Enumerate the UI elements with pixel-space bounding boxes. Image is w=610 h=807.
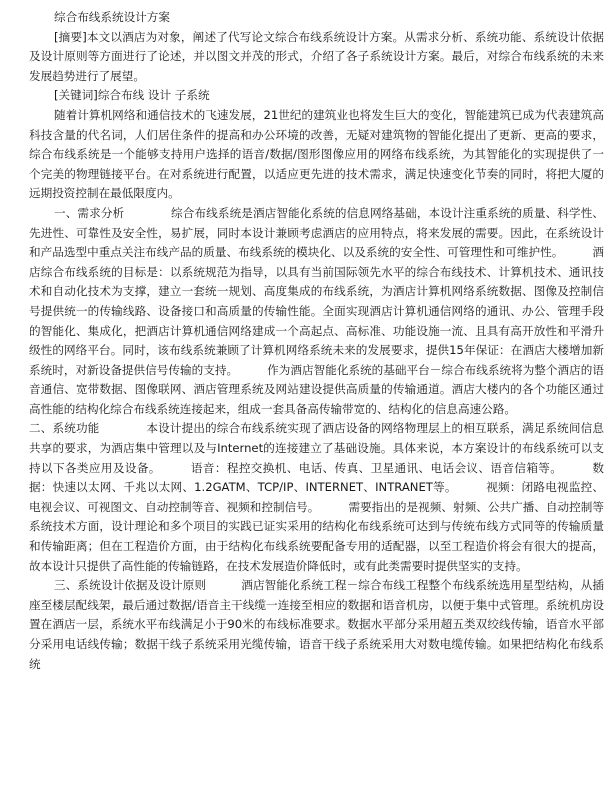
intro-paragraph: 随着计算机网络和通信技术的飞速发展，21世纪的建筑业也将发生巨大的变化，智能建筑已成为代表建筑高科技含量的代名词，人们居住条件的提高和办公环境的改善，无疑对建筑物的智能化提出了更新、更高的要求，综合布线系统是一个能够支持用户选择的语音/数据/图形图像应用的网络布线系统，为其智能化的实现提供了一个完美的物理链接平台。在对系统进行配置，以适应更先进的技术需求，满足快速变化节奏的同时，将把大厦的远期投资控制在最低限度内。: [29, 107, 604, 201]
document-title: 综合布线系统设计方案: [54, 10, 170, 24]
section-design-basis: 三、系统设计依据及设计原则 酒店智能化系统工程－综合布线工程整个布线系统选用星型结构，从插座至楼层配线架，最后通过数据/语音主干线缆一连接至相应的数据和语音机房，以便于集中式管理。系统机房设置在酒店一层，系统水平布线满足小于90米的布线标准要求。数据水平部分采用超五类双绞线传输，语音水平部分采用电话线传输；数据干线子系统采用光缆传输，语音干线子系统采用大对数电缆传输。如果把结构化布线系统: [29, 578, 604, 671]
keywords-line: [关键词]综合布线 设计 子系统: [54, 88, 210, 103]
abstract-paragraph: [摘要]本文以酒店为对象，阐述了代写论文综合布线系统设计方案。从需求分析、系统功能、系统设计依据及设计原则等方面进行了论述，并以图文并茂的形式，介绍了各子系统设计方案。最后，对综合布线系统的未来发展趋势进行了展望。: [29, 29, 604, 83]
section-requirements-analysis: 一、需求分析 综合布线系统是酒店智能化系统的信息网络基础，本设计注重系统的质量、科学性、先进性、可靠性及安全性，易扩展，同时本设计兼顾考虑酒店的应用特点，将来发展的需要。因此，在系统设计和产品选型中重点关注布线产品的质量、布线系统的模块化、以及系统的安全性、可管理性和可维护性。 酒店综合布线系统的目标是：以系统规范为指导，以具有当前国际领先水平的综合布线技术、计算机技术、通讯技术和自动化技术为支撑，建立一套统一规划、高度集成的布线系统，为酒店计算机网络系统数据、图像及控制信号提供统一的传输线路、设备接口和高质量的传输性能。全面实现酒店计算机通信网络的通讯、办公、管理手段的智能化、集成化，把酒店计算机通信网络建成一个高起点、高标准、功能设施一流、且具有高开放性和平滑升级性的网络平台。同时，该布线系统兼顾了计算机网络系统未来的发展要求，提供15年保证：在酒店大楼增加新系统时，对新设备提供信号传输的支持。 作为酒店智能化系统的基础平台－综合布线系统将为整个酒店的语音通信、宽带数据、图像联网、酒店管理系统及网站建设提供高质量的传输通道。酒店大楼内的各个功能区通过高性能的结构化综合布线系统连接起来，组成一套具备高传输带宽的、结构化的信息高速公路。: [29, 205, 604, 416]
section-system-functions: 二、系统功能 本设计提出的综合布线系统实现了酒店设备的网络物理层上的相互联系，满足系统间信息共享的要求，为酒店集中管理以及与Internet的连接建立了基础设施。具体来说，本方案设计的布线系统可以支持以下各类应用及设备。 语音：程控交换机、电话、传真、卫星通讯、电话会议、语音信箱等。 数据：快速以太网、千兆以太网、1.2GATM、TCP/IP、INTERNET、INTRANET等。 视频：闭路电视监控、电视会议、可视图文、自动控制等音、视频和控制信号。 需要指出的是视频、射频、公共广播、自动控制等系统技术方面，设计理论和多个项目的实践已证实采用的结构化布线系统可达到与传统布线方式同等的传输质量和传输距离；但在工程造价方面，由于结构化布线系统要配备专用的适配器，以至工程造价将会有很大的提高，故本设计只提供了高性能的传输链路，在技术发展造价降低时，或有此类需要时提供坚实的支持。: [29, 421, 604, 573]
